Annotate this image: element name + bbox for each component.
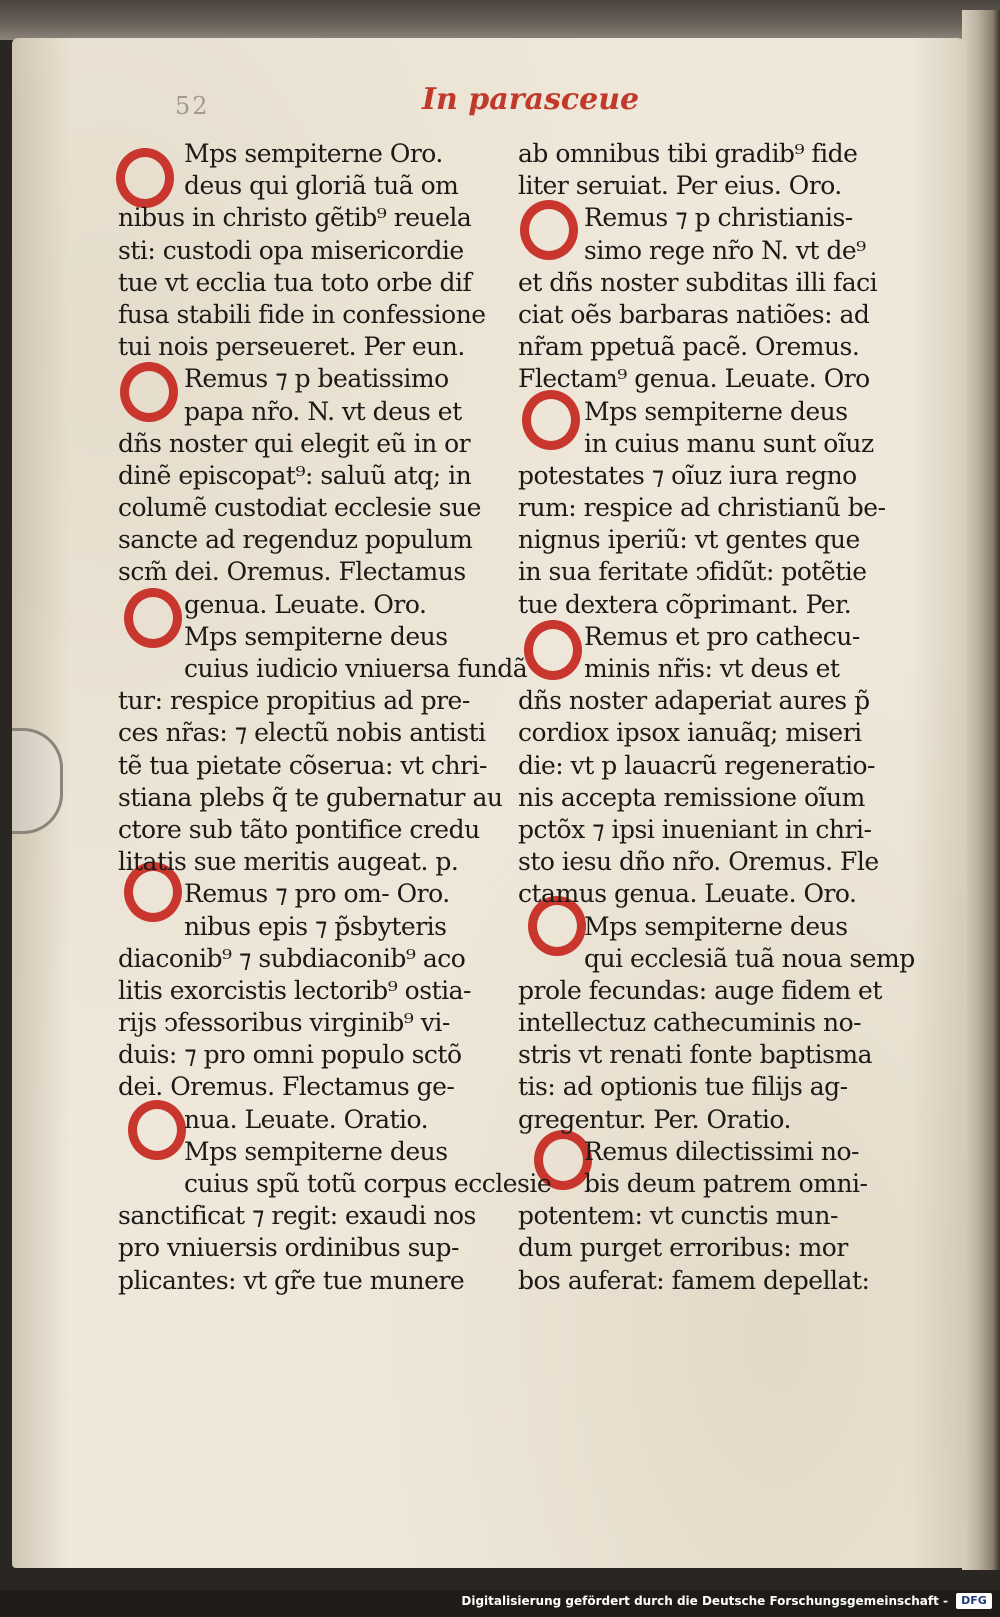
text-line: intellectuz cathecuminis no- bbox=[518, 1008, 862, 1038]
text-line: nis accepta remissione oĩum bbox=[518, 782, 865, 812]
text-line: Mps sempiterne Oro. bbox=[184, 139, 443, 168]
text-line: sto iesu dño nr̃o. Oremus. Fle bbox=[518, 847, 879, 877]
text-line: rijs ↄfessoribus virginib⁹ vi- bbox=[118, 1008, 450, 1038]
running-head: In parasceue bbox=[422, 82, 640, 117]
text-line: minis nr̃is: vt deus et bbox=[584, 654, 840, 683]
text-line: cuius spũ totũ corpus ecclesie bbox=[184, 1169, 552, 1198]
text-line: duis: ⁊ pro omni populo sctõ bbox=[118, 1040, 462, 1070]
text-line: tue dextera cõprimant. Per. bbox=[518, 589, 852, 619]
text-line: diaconib⁹ ⁊ subdiaconib⁹ aco bbox=[118, 943, 466, 973]
text-line: ctamus genua. Leuate. Oro. bbox=[518, 879, 857, 909]
scan-background-top bbox=[0, 0, 1000, 40]
text-line: plicantes: vt gr̃e tue munere bbox=[118, 1265, 465, 1295]
text-line: bos auferat: famem depellat: bbox=[518, 1265, 870, 1295]
text-line: stiana plebs q̃ te gubernatur au bbox=[118, 782, 503, 812]
footer-credit: Digitalisierung gefördert durch die Deutsche Forschungsgemeinschaft - bbox=[461, 1594, 948, 1608]
text-line: nibus in christo gẽtib⁹ reuela bbox=[118, 203, 472, 233]
text-line: nua. Leuate. Oratio. bbox=[184, 1104, 429, 1134]
text-line: dei. Oremus. Flectamus ge- bbox=[118, 1072, 455, 1102]
text-line: simo rege nr̃o N. vt de⁹ bbox=[584, 235, 866, 265]
text-line: litis exorcistis lectorib⁹ ostia- bbox=[118, 975, 471, 1005]
text-line: rum: respice ad christianũ be- bbox=[518, 493, 886, 523]
text-line: nignus iperiũ: vt gentes que bbox=[518, 525, 860, 555]
text-line: dñs noster adaperiat aures p̃ bbox=[518, 686, 870, 716]
text-line: nibus epis ⁊ p̃sbyteris bbox=[184, 911, 447, 941]
text-line: gregentur. Per. Oratio. bbox=[518, 1104, 791, 1134]
folio-number: 52 bbox=[175, 92, 210, 120]
text-line: stris vt renati fonte baptisma bbox=[518, 1040, 873, 1070]
text-line: Remus dilectissimi no- bbox=[584, 1136, 859, 1166]
text-line: Mps sempiterne deus bbox=[584, 911, 848, 941]
text-line: Remus ⁊ p beatissimo bbox=[184, 364, 449, 394]
text-line: ab omnibus tibi gradib⁹ fide bbox=[518, 139, 858, 168]
text-line: tui nois perseueret. Per eun. bbox=[118, 332, 465, 362]
text-line: tis: ad optionis tue filijs ag- bbox=[518, 1072, 848, 1102]
text-line: Mps sempiterne deus bbox=[184, 1136, 448, 1166]
text-line: dinẽ episcopat⁹: saluũ atq; in bbox=[118, 460, 472, 490]
text-line: sancte ad regenduz populum bbox=[118, 525, 473, 555]
text-line: Flectam⁹ genua. Leuate. Oro bbox=[518, 364, 870, 394]
text-line: cordiox ipsox ianuãq; miseri bbox=[518, 718, 862, 748]
text-line: qui ecclesiã tuã noua semp bbox=[584, 943, 915, 973]
text-line: sanctificat ⁊ regit: exaudi nos bbox=[118, 1201, 476, 1231]
text-line: die: vt p lauacrũ regeneratio- bbox=[518, 750, 875, 780]
text-line: tur: respice propitius ad pre- bbox=[118, 686, 470, 716]
text-line: ctore sub tãto pontifice credu bbox=[118, 814, 480, 844]
dfg-logo: DFG bbox=[956, 1593, 992, 1609]
text-line: in sua feritate ↄfidũt: potẽtie bbox=[518, 557, 867, 587]
text-line: ces nr̃as: ⁊ electũ nobis antisti bbox=[118, 718, 486, 748]
text-line: litatis sue meritis augeat. p. bbox=[118, 847, 459, 877]
text-line: liter seruiat. Per eius. Oro. bbox=[518, 171, 842, 201]
page-edges bbox=[962, 10, 1000, 1570]
text-line: potestates ⁊ oĩuz iura regno bbox=[518, 460, 857, 490]
text-line: pctõx ⁊ ipsi inueniant in chri- bbox=[518, 814, 872, 844]
text-line: dum purget erroribus: mor bbox=[518, 1233, 848, 1263]
text-line: et dñs noster subditas illi faci bbox=[518, 267, 878, 297]
text-line: nr̃am ppetuã pacẽ. Oremus. bbox=[518, 332, 860, 362]
text-line: Mps sempiterne deus bbox=[184, 621, 448, 651]
text-line: sti: custodi opa misericordie bbox=[118, 235, 464, 265]
text-line: pro vniuersis ordinibus sup- bbox=[118, 1233, 459, 1263]
text-line: Remus ⁊ pro om- Oro. bbox=[184, 879, 450, 909]
text-line: deus qui gloriã tuã om bbox=[184, 171, 459, 201]
text-line: genua. Leuate. Oro. bbox=[184, 589, 427, 619]
text-line: tue vt ecclia tua toto orbe dif bbox=[118, 267, 472, 297]
text-line: prole fecundas: auge fidem et bbox=[518, 975, 882, 1005]
text-line: fusa stabili fide in confessione bbox=[118, 299, 486, 329]
book-clasp bbox=[12, 728, 63, 834]
text-line: cuius iudicio vniuersa fundã bbox=[184, 654, 528, 683]
text-line: in cuius manu sunt oĩuz bbox=[584, 428, 874, 458]
text-line: ciat oẽs barbaras natiões: ad bbox=[518, 299, 870, 329]
text-line: dñs noster qui elegit eũ in or bbox=[118, 428, 471, 458]
text-line: Remus ⁊ p christianis- bbox=[584, 203, 853, 233]
text-line: Mps sempiterne deus bbox=[584, 396, 848, 426]
text-line: potentem: vt cunctis mun- bbox=[518, 1201, 838, 1231]
text-column-right bbox=[518, 138, 915, 1297]
text-line: Remus et pro cathecu- bbox=[584, 621, 860, 651]
text-line: tẽ tua pietate cõserua: vt chri- bbox=[118, 750, 487, 780]
text-column-left bbox=[118, 138, 552, 1297]
text-line: scm̃ dei. Oremus. Flectamus bbox=[118, 557, 466, 587]
text-line: papa nr̃o. N. vt deus et bbox=[184, 396, 462, 426]
text-line: bis deum patrem omni- bbox=[584, 1169, 868, 1198]
text-line: columẽ custodiat ecclesie sue bbox=[118, 493, 481, 523]
